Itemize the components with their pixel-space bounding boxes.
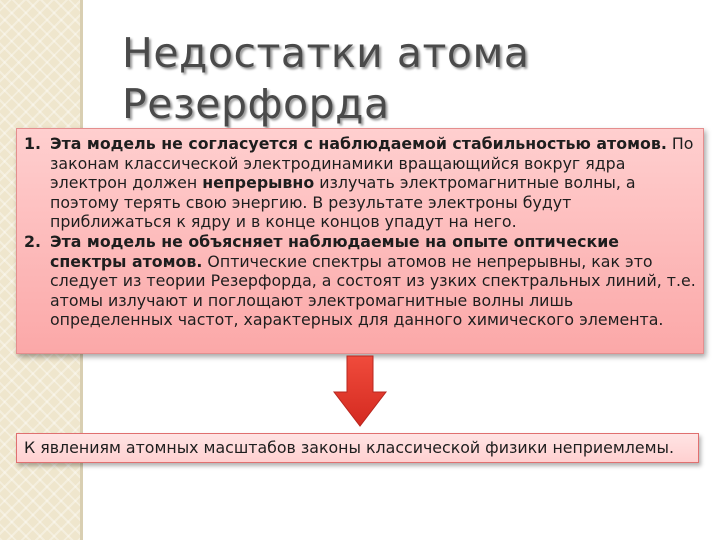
item-bold-word: непрерывно [202,173,315,193]
item-number: 2. [24,231,41,251]
item-text: Оптические спектры атомов не непрерывны, как это следует из теории Резерфорда, а состоят из узких спектральных линий, т.е. атомы излучают и поглощают электромагнитные волны лишь определенных частот, характерных для данного химического элемента. [50,251,696,330]
slide-title: Недостатки атома Резерфорда [122,29,530,128]
conclusion-text: К явлениям атомных масштабов законы классической физики неприемлемы. [24,438,674,457]
item-bold-lead: Эта модель не объясняет наблюдаемые на опыте оптические спектры атомов. [50,231,620,271]
item-number: 1. [24,134,41,153]
down-arrow-icon [332,354,388,430]
item-text: По законам классической электродинамики вращающийся вокруг ядра электрон должен [50,134,694,193]
list-item [16,134,696,232]
drawbacks-list [16,134,696,330]
item-bold-lead: Эта модель не согласуется с наблюдаемой стабильностью атомов. [50,134,667,153]
list-item [16,232,696,330]
item-text: излучать электромагнитные волны, а поэтому терять свою энергию. В результате электроны будут приближаться к ядру и в конце концов упадут на него. [50,173,636,232]
